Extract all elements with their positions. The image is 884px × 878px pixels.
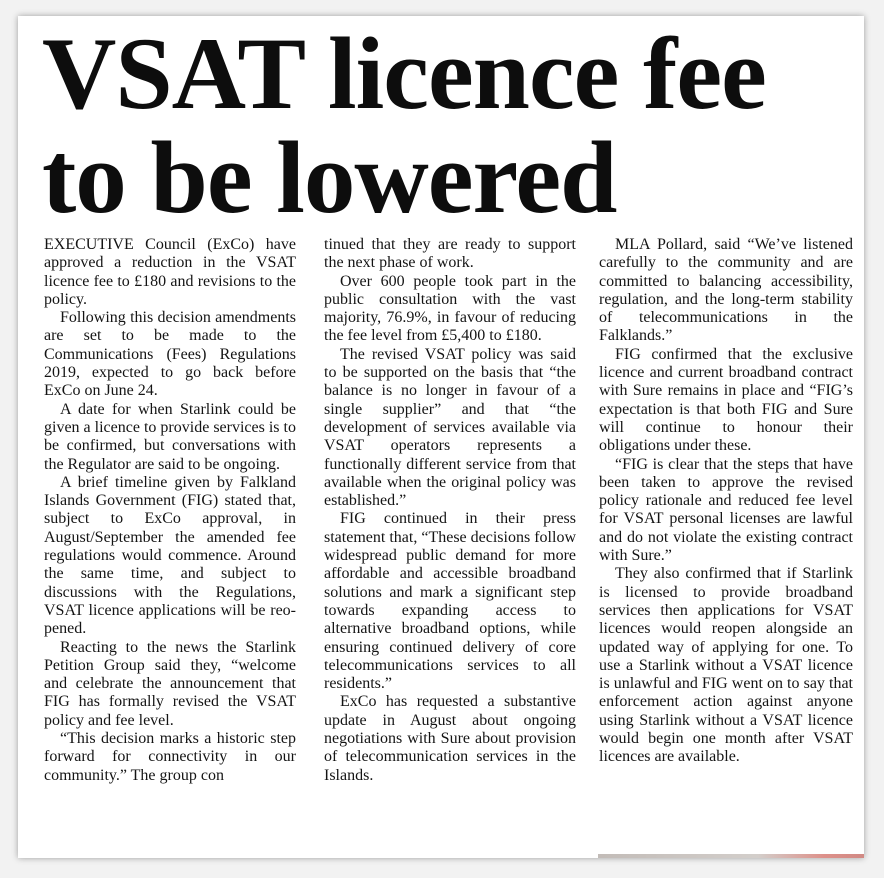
paragraph: EXECUTIVE Council (ExCo) have approved a reduction in the VSAT licence fee to £180 and revisions to the policy. — [44, 236, 296, 308]
headline-line-2: to be lowered — [42, 121, 617, 235]
paragraph: FIG continued in their press statement that, “These decisions follow widespread public demand for more affordable and accessible broadband solutions and mark a significant step towards expanding access to alternative broadband options, while ensuring continued delivery of core telecommunications services to all residents.” — [324, 510, 576, 693]
paragraph: The revised VSAT policy was said to be supported on the basis that “the balance is no longer in favour of a single supplier” and that “the development of services available via VSAT operators represents a functionally different service from that available when the original policy was established.” — [324, 345, 576, 510]
paragraph: Following this decision amendments are set to be made to the Communications (Fees) Regulations 2019, expected to go back before ExCo on June 24. — [44, 309, 296, 400]
paragraph: “FIG is clear that the steps that have been taken to approve the revised policy rationale and reduced fee level for VSAT personal licenses are lawful and do not violate the existing contract with Sure.” — [599, 455, 853, 565]
newspaper-clipping — [18, 16, 864, 858]
paragraph: tinued that they are ready to support the next phase of work. — [324, 236, 576, 272]
paragraph: Reacting to the news the Starlink Petition Group said they, “welcome and celebrate the announcement that FIG has formally revised the VSAT policy and fee level. — [44, 638, 296, 729]
paragraph: MLA Pollard, said “We’ve listened carefully to the community and are committed to balancing accessibility, regulation, and the long-term stability of telecommunications in the Falklands.” — [599, 236, 853, 345]
article-column-1 — [44, 236, 296, 785]
paragraph: “This decision marks a historic step forward for connectivity in our community.” The group con — [44, 730, 296, 784]
article-column-2 — [324, 236, 576, 785]
paragraph: ExCo has requested a substantive update in August about ongoing negotiations with Sure about provision of telecommunication services in the Islands. — [324, 693, 576, 784]
adjacent-print-edge — [598, 854, 864, 858]
article-column-3 — [599, 236, 853, 767]
headline-line-1: VSAT licence fee — [42, 17, 766, 131]
paragraph: Over 600 people took part in the public consultation with the vast majority, 76.9%, in favour of reducing the fee level from £5,400 to £180. — [324, 272, 576, 345]
paragraph: A date for when Starlink could be given a licence to provide services is to be confirmed, but conversations with the Regulator are said to be ongoing. — [44, 400, 296, 473]
headline — [42, 17, 862, 235]
paragraph: FIG confirmed that the exclusive licence and current broadband contract with Sure remains in place and “FIG’s expectation is that both FIG and Sure will continue to honour their obligations under these. — [599, 345, 853, 455]
paragraph: They also confirmed that if Starlink is licensed to provide broadband services then applications for VSAT licences would reopen alongside an updated way of applying for one. To use a Starlink without a VSAT licence is unlawful and FIG went on to say that enforcement action against anyone using Starlink without a VSAT licence would begin one month after VSAT licences are available. — [599, 565, 853, 766]
paragraph: A brief timeline given by Falkland Islands Government (FIG) stated that, subject to ExCo approval, in August/September the amended fee regulations would commence. Around the same time, and subject to discussions with the Regulations, VSAT licence applications will be reopened. — [44, 473, 296, 638]
